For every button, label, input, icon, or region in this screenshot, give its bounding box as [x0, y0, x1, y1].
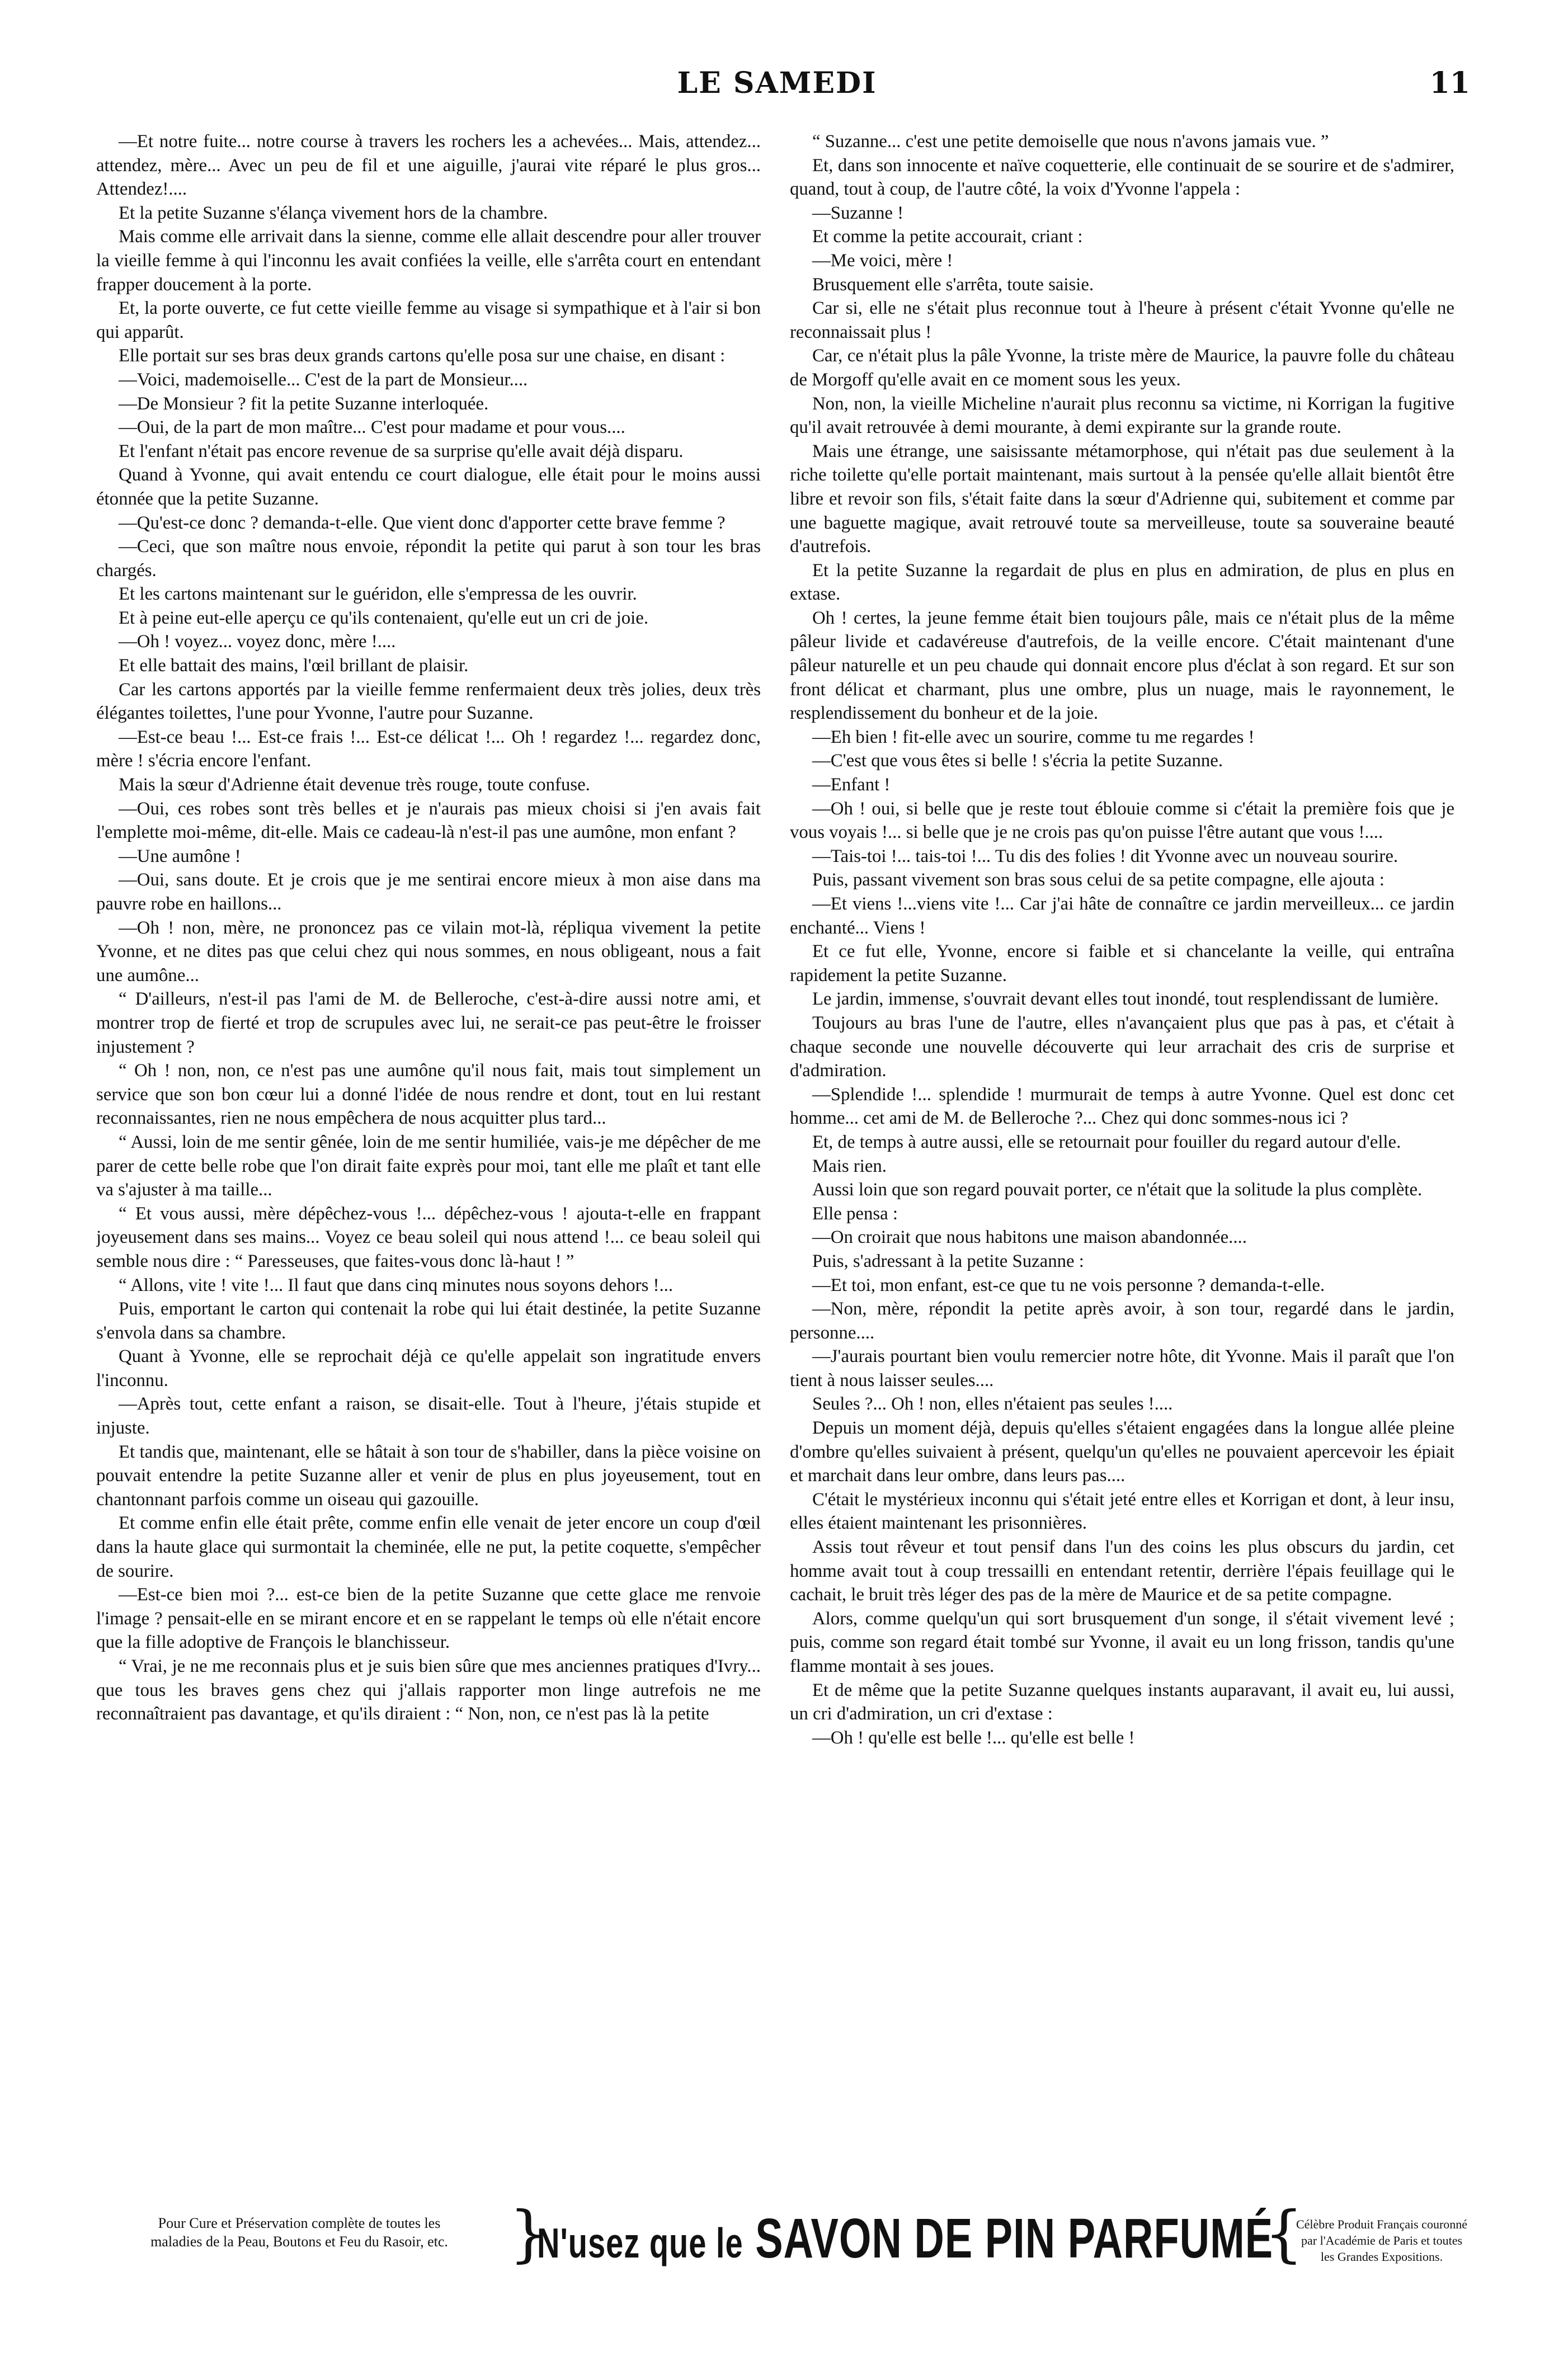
paragraph: —Oh ! voyez... voyez donc, mère !....: [119, 631, 396, 652]
paragraph: Et elle battait des mains, l'œil brillant de plaisir.: [119, 656, 469, 676]
publication-title: LE SAMEDI: [677, 66, 877, 100]
paragraph: Puis, emportant le carton qui contenait la robe qui lui était destinée, la petite Suzanne s'envola dans sa chambre.: [96, 1299, 761, 1343]
paragraph: Car les cartons apportés par la vieille femme renfermaient deux très jolies, deux très élégantes toilettes, l'une pour Yvonne, l'autre pour Suzanne.: [96, 679, 761, 724]
paragraph: —Et notre fuite... notre course à travers les rochers les a achevées... Mais, attendez... attendez, mère... Avec un peu de fil et une aiguille, j'aurai vite réparé le plus gros... Attendez!....: [96, 131, 761, 200]
page-header: [84, 66, 1470, 111]
paragraph: —Est-ce beau !... Est-ce frais !... Est-ce délicat !... Oh ! regardez !... regardez donc, mère ! s'écria encore l'enfant.: [96, 727, 761, 771]
paragraph: —Est-ce bien moi ?... est-ce bien de la petite Suzanne que cette glace me renvoie l'image ? pensait-elle en se mirant encore et en se rappelant le temps où elle n'était encore que la fille adoptive de François le blanchisseur.: [96, 1585, 761, 1653]
paragraph: “ Suzanne... c'est une petite demoiselle que nous n'avons jamais vue. ”: [812, 131, 1329, 152]
paragraph: Et, la porte ouverte, ce fut cette vieille femme au visage si sympathique et à l'air si bon qui apparût.: [96, 298, 761, 342]
paragraph: Mais comme elle arrivait dans la sienne, comme elle allait descendre pour aller trouver la vieille femme à qui l'inconnu les avait confiées la veille, elle s'arrêta court en entendant frapper doucement à la porte.: [96, 227, 761, 295]
paragraph: Alors, comme quelqu'un qui sort brusquement d'un songe, il s'était vivement levé ; puis, comme son regard était tombé sur Yvonne, il avait eu un long frisson, tandis qu'une flamme montait à ses joues.: [790, 1608, 1454, 1676]
paragraph: —Après tout, cette enfant a raison, se disait-elle. Tout à l'heure, j'étais stupide et injuste.: [96, 1394, 761, 1439]
ad-slogan: [537, 2206, 1273, 2270]
paragraph: Quant à Yvonne, elle se reprochait déjà ce qu'elle appelait son ingratitude envers l'inconnu.: [96, 1346, 761, 1391]
paragraph: Assis tout rêveur et tout pensif dans l'un des coins les plus obscurs du jardin, cet homme avait tout à coup tressailli en entendant retentir, derrière l'épais feuillage qui le cachait, le bruit très léger des pas de la mère de Maurice et de sa petite compagne.: [790, 1537, 1454, 1605]
paragraph: Elle pensa :: [812, 1203, 898, 1224]
paragraph: Mais une étrange, une saisissante métamorphose, qui n'était pas due seulement à la riche toilette qu'elle portait maintenant, mais surtout à la pensée qu'elle allait bientôt être libre et revoir son fils, s'était faite dans la sœur d'Adrienne qui, subitement et comme par une baguette magique, avait retrouvé toute sa merveilleuse, toute sa souveraine beauté d'autrefois.: [790, 441, 1454, 557]
ad-left-line: maladies de la Peau, Boutons et Feu du Rasoir, etc.: [150, 2233, 448, 2250]
paragraph: Et la petite Suzanne la regardait de plus en plus en admiration, de plus en plus en extase.: [790, 560, 1454, 605]
right-brace-icon: }: [509, 2198, 548, 2269]
paragraph: C'était le mystérieux inconnu qui s'était jeté entre elles et Korrigan et dont, à leur insu, elles étaient maintenant les prisonnières.: [790, 1489, 1454, 1534]
paragraph: —C'est que vous êtes si belle ! s'écria la petite Suzanne.: [812, 751, 1223, 771]
ad-left-line: Pour Cure et Préservation complète de toutes les: [158, 2215, 441, 2231]
paragraph: —Tais-toi !... tais-toi !... Tu dis des folies ! dit Yvonne avec un nouveau sourire.: [812, 846, 1398, 866]
paragraph: —Oh ! non, mère, ne prononcez pas ce vilain mot-là, répliqua vivement la petite Yvonne, et ne dites pas que celui chez qui nous sommes, en nous obligeant, nous a fait une aumône...: [96, 917, 761, 986]
paragraph: Et les cartons maintenant sur le guéridon, elle s'empressa de les ouvrir.: [119, 584, 637, 605]
paragraph: —J'aurais pourtant bien voulu remercier notre hôte, dit Yvonne. Mais il paraît que l'on tient à nous laisser seules....: [790, 1346, 1454, 1391]
paragraph: Quand à Yvonne, qui avait entendu ce court dialogue, elle était pour le moins aussi étonnée que la petite Suzanne.: [96, 465, 761, 509]
paragraph: Brusquement elle s'arrêta, toute saisie.: [812, 274, 1094, 295]
left-column: [96, 130, 761, 2183]
paragraph: —Et viens !...viens vite !... Car j'ai hâte de connaître ce jardin merveilleux... ce jardin enchanté... Viens !: [790, 894, 1454, 938]
paragraph: Mais rien.: [812, 1156, 887, 1176]
paragraph: Oh ! certes, la jeune femme était bien toujours pâle, mais ce n'était plus de la même pâleur livide et cadavéreuse d'autrefois, de la veille encore. C'était maintenant d'une pâleur naturelle et un peu chaude qui donnait encore plus d'éclat à son regard. Et sur son front délicat et charmant, plus une ombre, plus un nuage, mais le rayonnement, le resplendissement du bonheur et de la joie.: [790, 607, 1454, 724]
paragraph: —Suzanne !: [812, 202, 904, 223]
paragraph: —Qu'est-ce donc ? demanda-t-elle. Que vient donc d'apporter cette brave femme ?: [119, 512, 726, 533]
paragraph: Et, de temps à autre aussi, elle se retournait pour fouiller du regard autour d'elle.: [812, 1132, 1401, 1152]
paragraph: “ D'ailleurs, n'est-il pas l'ami de M. de Belleroche, c'est-à-dire aussi notre ami, et montrer trop de fierté et trop de scrupules avec lui, ne serait-ce pas peut-être le froisser injustement ?: [96, 989, 761, 1057]
paragraph: —On croirait que nous habitons une maison abandonnée....: [812, 1227, 1247, 1248]
paragraph: —Enfant !: [812, 775, 891, 795]
paragraph: Elle portait sur ses bras deux grands cartons qu'elle posa sur une chaise, en disant :: [119, 346, 726, 366]
paragraph: Toujours au bras l'une de l'autre, elles n'avançaient plus que pas à pas, et c'était à chaque seconde une nouvelle découverte qui leur arrachait des cris de surprise et d'admiration.: [790, 1012, 1454, 1081]
paragraph: —Oui, de la part de mon maître... C'est pour madame et pour vous....: [119, 417, 625, 438]
paragraph: —Splendide !... splendide ! murmurait de temps à autre Yvonne. Quel est donc cet homme... cet ami de M. de Belleroche ?... Chez qui donc sommes-nous ici ?: [790, 1084, 1454, 1129]
paragraph: —Non, mère, répondit la petite après avoir, à son tour, regardé dans le jardin, personne....: [790, 1299, 1454, 1343]
paragraph: Et la petite Suzanne s'élança vivement hors de la chambre.: [119, 202, 548, 223]
paragraph: —Voici, mademoiselle... C'est de la part de Monsieur....: [119, 369, 528, 390]
paragraph: —Et toi, mon enfant, est-ce que tu ne vois personne ? demanda-t-elle.: [812, 1275, 1325, 1295]
paragraph: Et à peine eut-elle aperçu ce qu'ils contenaient, qu'elle eut un cri de joie.: [119, 607, 649, 628]
ad-product-name: SAVON DE PIN PARFUMÉ: [755, 2207, 1274, 2270]
paragraph: Et comme la petite accourait, criant :: [812, 227, 1083, 247]
paragraph: Et ce fut elle, Yvonne, encore si faible et si chancelante la veille, qui entraîna rapidement la petite Suzanne.: [790, 941, 1454, 986]
paragraph: Puis, passant vivement son bras sous celui de sa petite compagne, elle ajouta :: [812, 870, 1385, 890]
paragraph: Et tandis que, maintenant, elle se hâtait à son tour de s'habiller, dans la pièce voisine on pouvait entendre la petite Suzanne aller et venir de plus en plus joyeusement, tout en chantonnant parfois comme un oiseau qui gazouille.: [96, 1441, 761, 1510]
paragraph: Et l'enfant n'était pas encore revenue de sa surprise qu'elle avait déjà disparu.: [119, 441, 684, 461]
advertisement-banner: [90, 2198, 1471, 2281]
ad-right-line: Célèbre Produit Français couronné: [1296, 2217, 1468, 2231]
paragraph: —Une aumône !: [119, 846, 241, 866]
paragraph: —Oui, ces robes sont très belles et je n'aurais pas mieux choisi si j'en avais fait l'emplette moi-même, dit-elle. Mais ce cadeau-là n'est-il pas une aumône, mon enfant ?: [96, 798, 761, 843]
ad-left-text: [90, 2214, 509, 2251]
paragraph: Car, ce n'était plus la pâle Yvonne, la triste mère de Maurice, la pauvre folle du château de Morgoff qu'elle avait en ce moment sous les yeux.: [790, 346, 1454, 390]
paragraph: Non, non, la vieille Micheline n'aurait plus reconnu sa victime, ni Korrigan la fugitive qu'il avait retrouvée à demi mourante, à demi expirante sur la grande route.: [790, 393, 1454, 438]
right-column: [790, 130, 1454, 2183]
paragraph: —Ceci, que son maître nous envoie, répondit la petite qui parut à son tour les bras chargés.: [96, 536, 761, 581]
ad-right-line: par l'Académie de Paris et toutes: [1301, 2233, 1463, 2247]
paragraph: —Oh ! qu'elle est belle !... qu'elle est belle !: [812, 1727, 1135, 1748]
paragraph: —Me voici, mère !: [812, 250, 953, 271]
page-number: 11: [1429, 66, 1470, 100]
ad-right-text: [1292, 2216, 1471, 2265]
paragraph: —Oui, sans doute. Et je crois que je me sentirai encore mieux à mon aise dans ma pauvre robe en haillons...: [96, 870, 761, 914]
paragraph: Le jardin, immense, s'ouvrait devant elles tout inondé, tout resplendissant de lumière.: [812, 989, 1439, 1010]
ad-slogan-prefix: N'usez que le: [537, 2218, 743, 2266]
left-brace-icon: {: [1264, 2198, 1303, 2269]
paragraph: “ Vrai, je ne me reconnais plus et je suis bien sûre que mes anciennes pratiques d'Ivry... que tous les braves gens chez qui j'allais rapporter mon linge autrefois ne me reconnaîtraient pas davantage, et qu'ils diraient : “ Non, non, ce n'est pas là la petite: [96, 1656, 761, 1724]
paragraph: “ Aussi, loin de me sentir gênée, loin de me sentir humiliée, vais-je me dépêcher de me parer de cette belle robe que l'on dirait faite exprès pour moi, tant elle me plaît et tant elle va s'ajuster à ma taille...: [96, 1132, 761, 1200]
paragraph: —Oh ! oui, si belle que je reste tout éblouie comme si c'était la première fois que je vous voyais !... si belle que je ne crois pas qu'on puisse l'être autant que vous !....: [790, 798, 1454, 843]
paragraph: Et comme enfin elle était prête, comme enfin elle venait de jeter encore un coup d'œil dans la haute glace qui surmontait la cheminée, elle ne put, la petite coquette, s'empêcher de sourire.: [96, 1513, 761, 1581]
paragraph: —Eh bien ! fit-elle avec un sourire, comme tu me regardes !: [812, 727, 1255, 747]
paragraph: Depuis un moment déjà, depuis qu'elles s'étaient engagées dans la longue allée pleine d'ombre qu'elles suivaient à présent, quelqu'un qu'elles ne pouvaient apercevoir les épiait et marchait dans leur ombre, dans leurs pas....: [790, 1418, 1454, 1486]
ad-right-line: les Grandes Expositions.: [1320, 2250, 1443, 2264]
paragraph: “ Allons, vite ! vite !... Il faut que dans cinq minutes nous soyons dehors !...: [119, 1275, 674, 1295]
paragraph: Et, dans son innocente et naïve coquetterie, elle continuait de se sourire et de s'admirer, quand, tout à coup, de l'autre côté, la voix d'Yvonne l'appela :: [790, 155, 1454, 200]
paragraph: Mais la sœur d'Adrienne était devenue très rouge, toute confuse.: [119, 775, 590, 795]
paragraph: “ Et vous aussi, mère dépêchez-vous !... dépêchez-vous ! ajouta-t-elle en frappant joyeusement dans ses mains... Voyez ce beau soleil qui nous attend !... ce beau soleil qui semble nous dire : “ Paresseuses, que faites-vous donc là-haut ! ”: [96, 1203, 761, 1271]
paragraph: Aussi loin que son regard pouvait porter, ce n'était que la solitude la plus complète.: [812, 1180, 1423, 1200]
paragraph: Seules ?... Oh ! non, elles n'étaient pas seules !....: [812, 1394, 1173, 1415]
paragraph: Puis, s'adressant à la petite Suzanne :: [812, 1251, 1084, 1271]
paragraph: Car si, elle ne s'était plus reconnue tout à l'heure à présent c'était Yvonne qu'elle ne reconnaissait plus !: [790, 298, 1454, 342]
paragraph: —De Monsieur ? fit la petite Suzanne interloquée.: [119, 393, 489, 414]
paragraph: “ Oh ! non, non, ce n'est pas une aumône qu'il nous fait, mais tout simplement un service que son bon cœur lui a donné l'idée de nous rendre et dont, tout en lui restant reconnaissantes, rien ne nous empêchera de nous acquitter plus tard...: [96, 1061, 761, 1129]
paragraph: Et de même que la petite Suzanne quelques instants auparavant, il avait eu, lui aussi, un cri d'admiration, un cri d'extase :: [790, 1680, 1454, 1724]
